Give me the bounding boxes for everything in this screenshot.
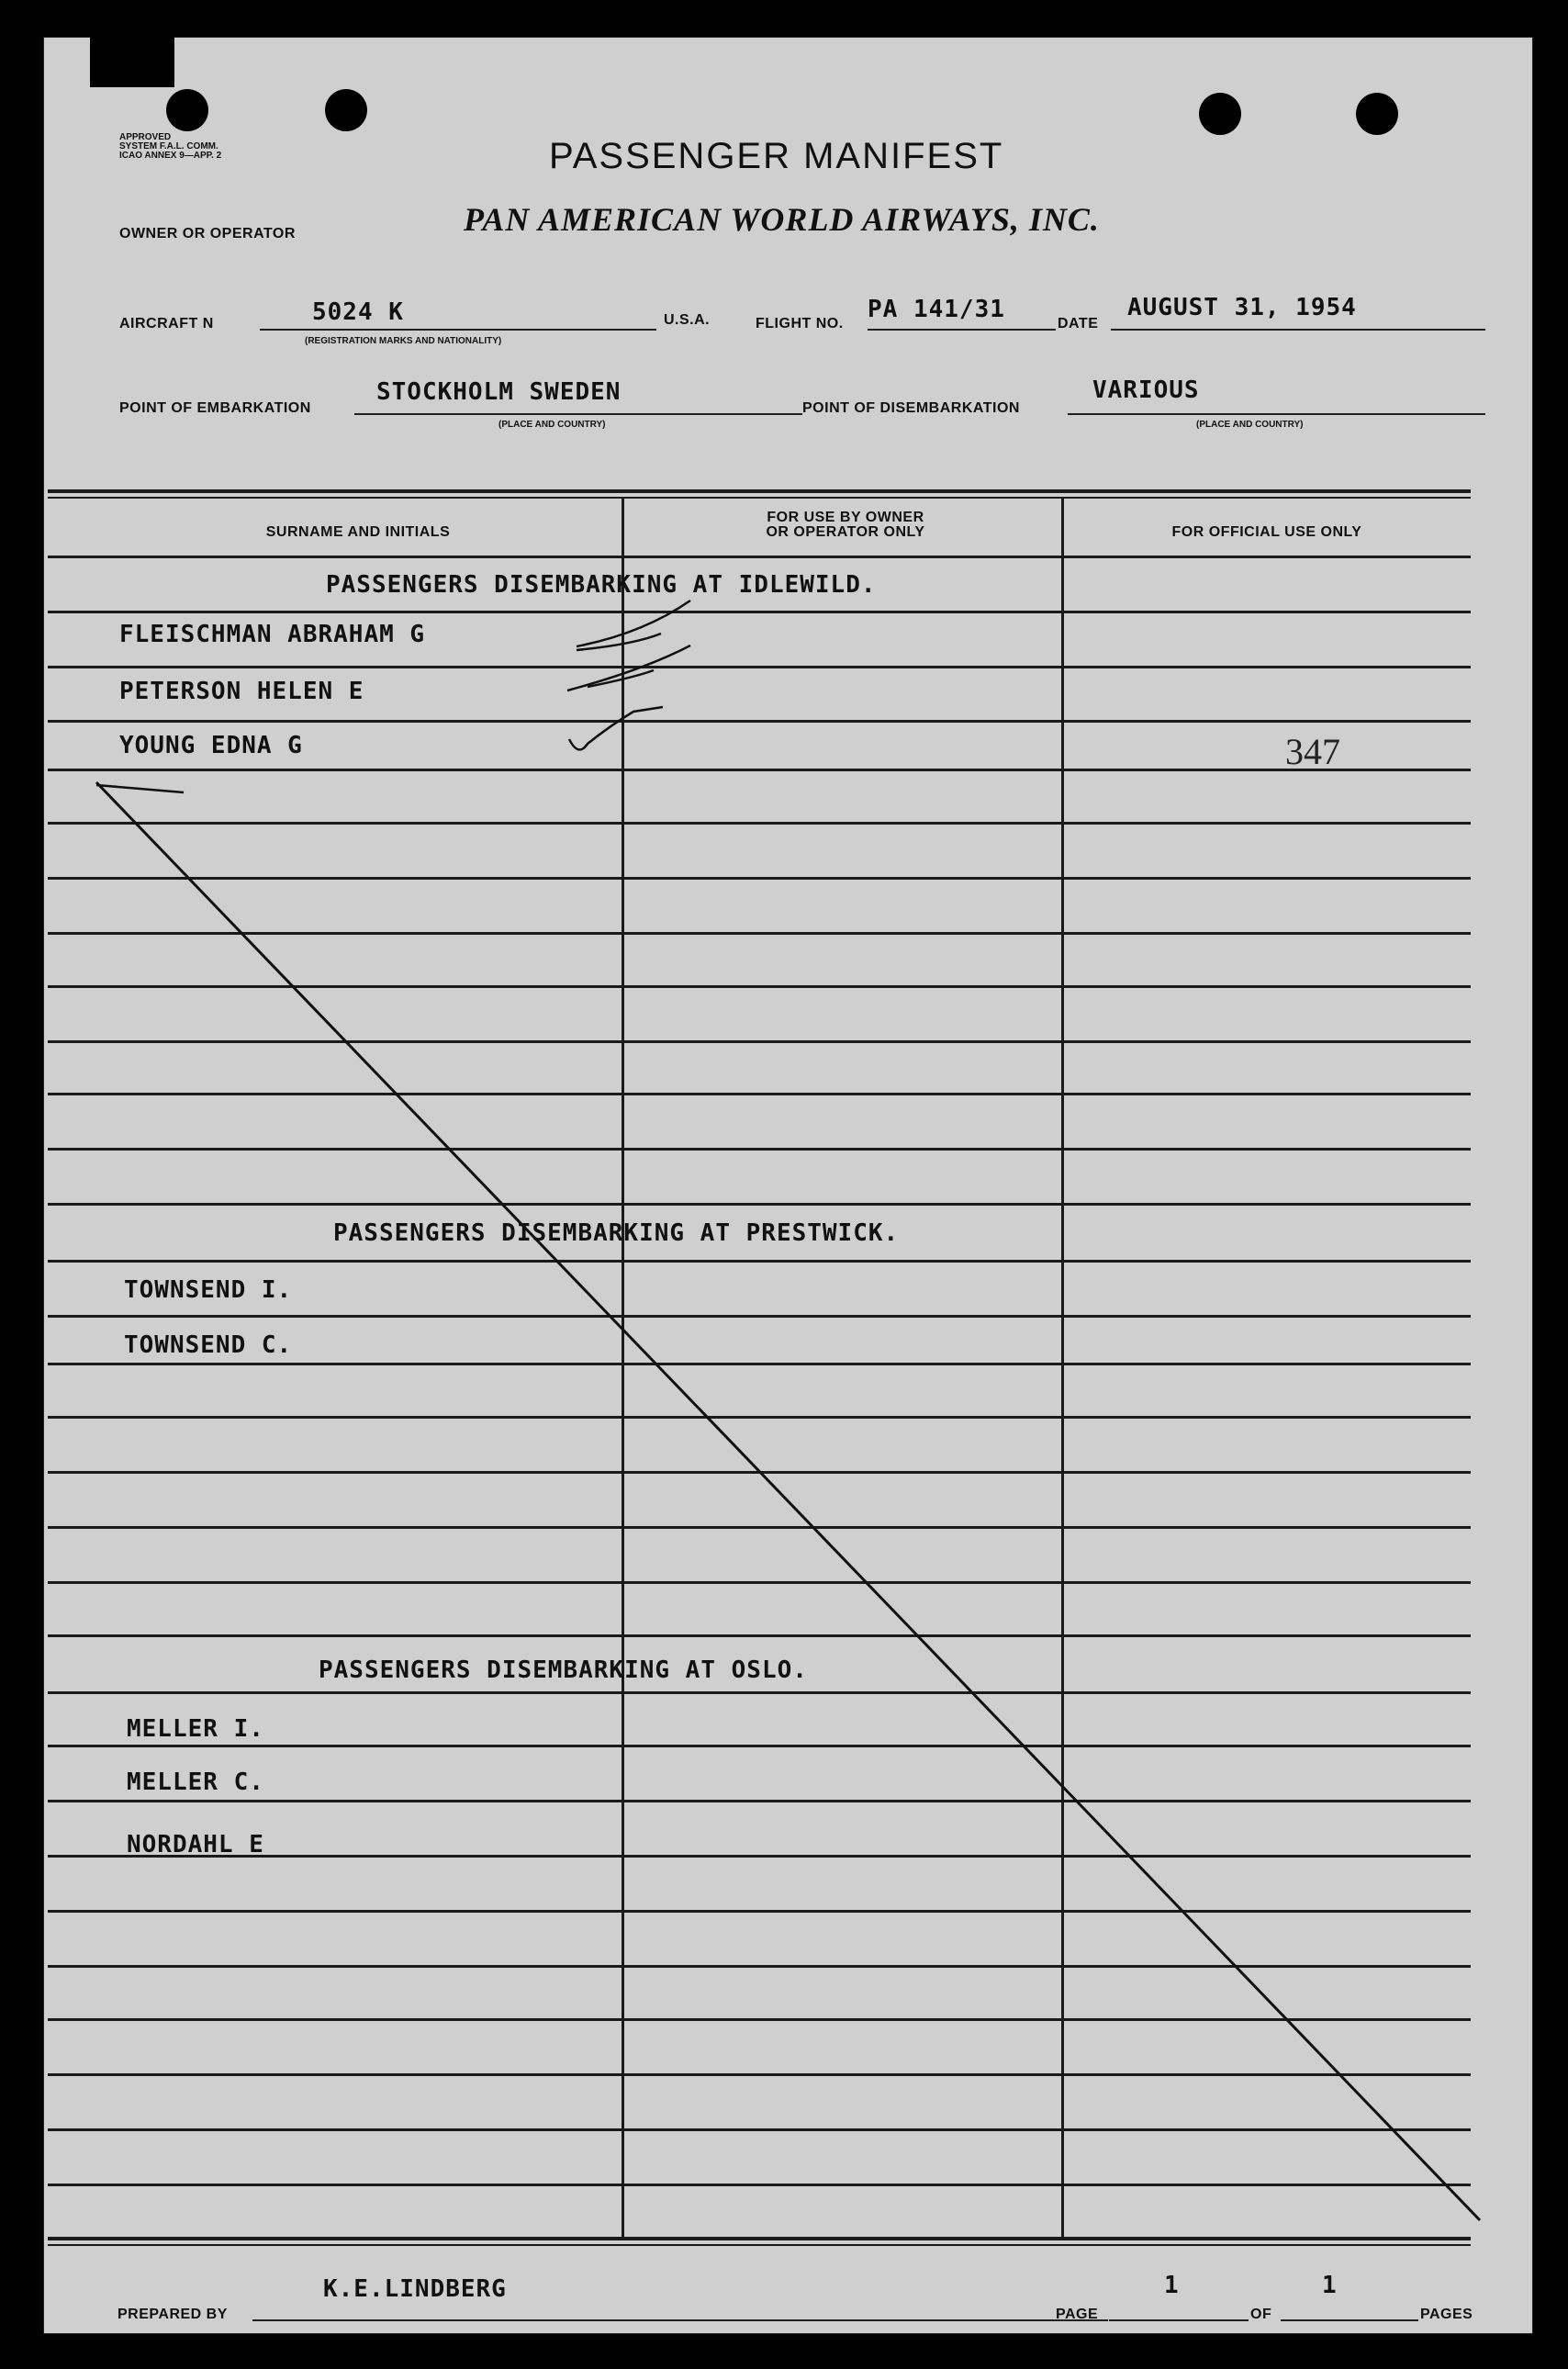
aircraft-value: 5024 K <box>312 298 404 326</box>
passenger-name: MELLER I. <box>127 1715 264 1743</box>
disembarkation-value: VARIOUS <box>1092 376 1200 404</box>
passenger-name: YOUNG EDNA G <box>119 732 303 759</box>
page-value: 1 <box>1164 2272 1180 2299</box>
passenger-name: TOWNSEND C. <box>124 1331 293 1359</box>
passenger-name: MELLER C. <box>127 1768 264 1796</box>
section-header-prestwick: PASSENGERS DISEMBARKING AT PRESTWICK. <box>333 1219 900 1247</box>
pages-label: PAGES <box>1420 2307 1473 2322</box>
embarkation-label: POINT OF EMBARKATION <box>119 400 311 416</box>
prepared-by-value: K.E.LINDBERG <box>323 2275 507 2303</box>
passenger-name: TOWNSEND I. <box>124 1276 293 1304</box>
owner-label: OWNER OR OPERATOR <box>119 226 296 241</box>
of-value: 1 <box>1322 2272 1338 2299</box>
prepared-by-label: PREPARED BY <box>118 2307 228 2322</box>
embarkation-value: STOCKHOLM SWEDEN <box>376 378 622 406</box>
column-header-owner-use: FOR USE BY OWNER OR OPERATOR ONLY <box>766 510 925 540</box>
flight-label: FLIGHT NO. <box>756 316 844 331</box>
approval-line-1: APPROVED <box>119 132 172 142</box>
embarkation-note: (PLACE AND COUNTRY) <box>498 420 606 430</box>
passenger-name: NORDAHL E <box>127 1831 264 1858</box>
section-header-idlewild: PASSENGERS DISEMBARKING AT IDLEWILD. <box>326 571 877 599</box>
approval-line-3: ICAO ANNEX 9—APP. 2 <box>119 151 222 161</box>
column-header-official: FOR OFFICIAL USE ONLY <box>1171 524 1362 540</box>
registration-note: (REGISTRATION MARKS AND NATIONALITY) <box>305 336 502 346</box>
disembarkation-label: POINT OF DISEMBARKATION <box>802 400 1020 416</box>
disembarkation-note: (PLACE AND COUNTRY) <box>1196 420 1304 430</box>
page-label: PAGE <box>1056 2307 1099 2322</box>
official-number: 347 <box>1285 731 1340 772</box>
check-mark <box>569 707 663 749</box>
column-header-name: SURNAME AND INITIALS <box>265 524 451 540</box>
date-value: AUGUST 31, 1954 <box>1127 294 1357 321</box>
passenger-name: PETERSON HELEN E <box>119 678 364 705</box>
aircraft-label: AIRCRAFT N <box>119 316 214 331</box>
operator-name: PAN AMERICAN WORLD AIRWAYS, INC. <box>464 201 1100 238</box>
approval-line-2: SYSTEM F.A.L. COMM. <box>119 141 218 152</box>
underline-stroke <box>96 785 184 792</box>
check-mark <box>567 646 690 690</box>
flight-value: PA 141/31 <box>868 296 1005 323</box>
usa-label: U.S.A. <box>664 312 711 328</box>
diagonal-strike <box>96 782 1480 2220</box>
date-label: DATE <box>1058 316 1099 331</box>
check-mark <box>588 670 654 687</box>
section-header-oslo: PASSENGERS DISEMBARKING AT OSLO. <box>319 1656 808 1684</box>
check-mark <box>577 601 690 646</box>
passenger-name: FLEISCHMAN ABRAHAM G <box>119 621 426 648</box>
page-title: PASSENGER MANIFEST <box>549 136 1004 176</box>
of-label: OF <box>1250 2307 1272 2322</box>
